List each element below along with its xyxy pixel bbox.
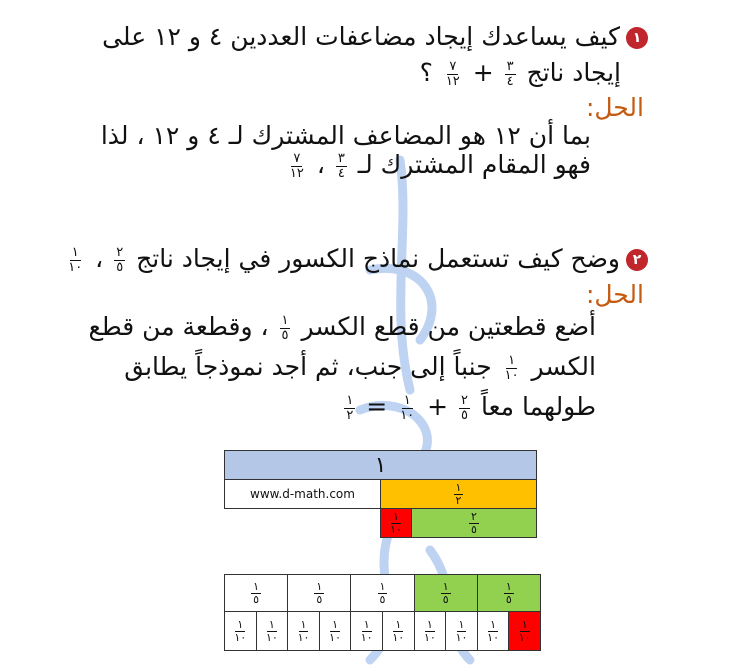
q2-answer-line1-start: أضع قطعتين من قطع الكسر [301,312,596,341]
q1-answer-fraction-3-4: $\frac{٣}{٤}$ [337,150,345,181]
q2-line1 [63,244,648,275]
q2-answer-plus: + [427,392,449,421]
q1-question-mark: ؟ [419,58,433,87]
q2-answer-line2-start: الكسر [531,352,596,381]
model2-tenth-fraction: $\frac{١}{١٠}$ [518,617,531,644]
model2-tenth-fraction: $\frac{١}{١٠}$ [360,617,373,644]
model2-fifth-fraction: $\frac{١}{٥}$ [505,579,512,606]
model2-tenth-cell [382,611,415,651]
q2-answer-line1-end: ، وقطعة من قطع [88,312,269,341]
model1-whole-bar [224,450,537,480]
model2-fifth-cell [477,574,541,612]
model2-fifth-cell [414,574,478,612]
q2-fraction-1-10: $\frac{١}{١٠}$ [68,244,83,275]
model1-website-cell [224,479,381,509]
model1-half-cell [380,479,537,509]
q2-answer-fraction-2-5: $\frac{٢}{٥}$ [461,392,468,423]
q1-answer-line2 [285,150,591,181]
q2-answer-fraction-1-5: $\frac{١}{٥}$ [281,312,289,343]
q2-answer-equals: = [366,392,388,421]
q2-answer-fraction-1-10b: $\frac{١}{١٠}$ [400,392,415,423]
q1-answer-line1: بما أن ١٢ هو المضاعف المشترك لـ ٤ و ١٢ ، لذا [100,121,591,150]
q2-answer-line2 [124,352,596,383]
q2-comma: ، [95,244,104,273]
model2-tenth-cell [287,611,320,651]
q2-answer-line3-start: طولهما معاً [480,392,596,421]
q1-line2 [420,58,621,89]
model2-tenth-fraction: $\frac{١}{١٠}$ [392,617,405,644]
model2-tenth-fraction: $\frac{١}{١٠}$ [423,617,436,644]
q1-answer-fraction-7-12: $\frac{٧}{١٢}$ [289,150,304,181]
q2-answer-line3 [341,392,596,423]
model2-tenth-cell [256,611,289,651]
model2-tenth-fraction: $\frac{١}{١٠}$ [265,617,278,644]
model2-tenth-cell [445,611,478,651]
model1-tenth-cell [380,508,412,538]
q1-text-line1: كيف يساعدك إيجاد مضاعفات العددين ٤ و ١٢ على [102,22,620,51]
model1-website-text: www.d-math.com [250,487,355,501]
model2-fifth-fraction: $\frac{١}{٥}$ [253,579,260,606]
model2-fifth-cell [350,574,414,612]
q2-answer-fraction-1-2: $\frac{١}{٢}$ [346,392,354,423]
model2-tenth-cell [319,611,352,651]
model2-fifth-fraction: $\frac{١}{٥}$ [316,579,323,606]
model2-fifth-cell [287,574,351,612]
q1-fraction-3-4: $\frac{٣}{٤}$ [506,58,514,89]
model2-tenth-cell [414,611,447,651]
model1-two-fifths-fraction: $\frac{٢}{٥}$ [471,509,477,536]
q1-plus-sign: + [472,58,494,87]
q1-solution-label: الحل: [585,93,644,122]
q2-fraction-2-5: $\frac{٢}{٥}$ [116,244,124,275]
model2-tenth-fraction: $\frac{١}{١٠}$ [455,617,468,644]
model2-tenth-cell [508,611,541,651]
q1-answer-comma: ، [316,150,325,179]
q1-fraction-7-12: $\frac{٧}{١٢}$ [445,58,460,89]
q1-answer-line2-text: فهو المقام المشترك لـ [357,150,591,179]
model1-tenth-fraction: $\frac{١}{١٠}$ [390,509,402,536]
model1-two-fifths-cell [411,508,537,538]
model2-tenth-fraction: $\frac{١}{١٠}$ [234,617,247,644]
model2-tenth-fraction: $\frac{١}{١٠}$ [297,617,310,644]
model1-half-fraction: $\frac{١}{٢}$ [455,480,462,507]
q2-answer-line2-end: جنباً إلى جنب، ثم أجد نموذجاً يطابق [124,352,492,381]
q1-number-badge: ١ [626,27,648,49]
model2-fifth-cell [224,574,288,612]
model2-tenth-cell [350,611,383,651]
model2-fifth-fraction: $\frac{١}{٥}$ [379,579,386,606]
model2-tenth-cell [224,611,257,651]
model2-tenth-cell [477,611,510,651]
q1-line1 [102,22,648,52]
q2-answer-fraction-1-10: $\frac{١}{١٠}$ [504,352,519,383]
q2-text-line1: وضح كيف تستعمل نماذج الكسور في إيجاد ناتج [136,244,620,273]
model1-whole-label: ١ [374,452,387,478]
q1-text-line2: إيجاد ناتج [526,58,621,87]
model2-tenth-fraction: $\frac{١}{١٠}$ [487,617,499,644]
q2-solution-label: الحل: [585,280,644,309]
model2-fifth-fraction: $\frac{١}{٥}$ [442,579,449,606]
model2-tenth-fraction: $\frac{١}{١٠}$ [329,617,341,644]
q2-answer-line1 [88,312,596,343]
q2-number-badge: ٢ [626,249,648,271]
